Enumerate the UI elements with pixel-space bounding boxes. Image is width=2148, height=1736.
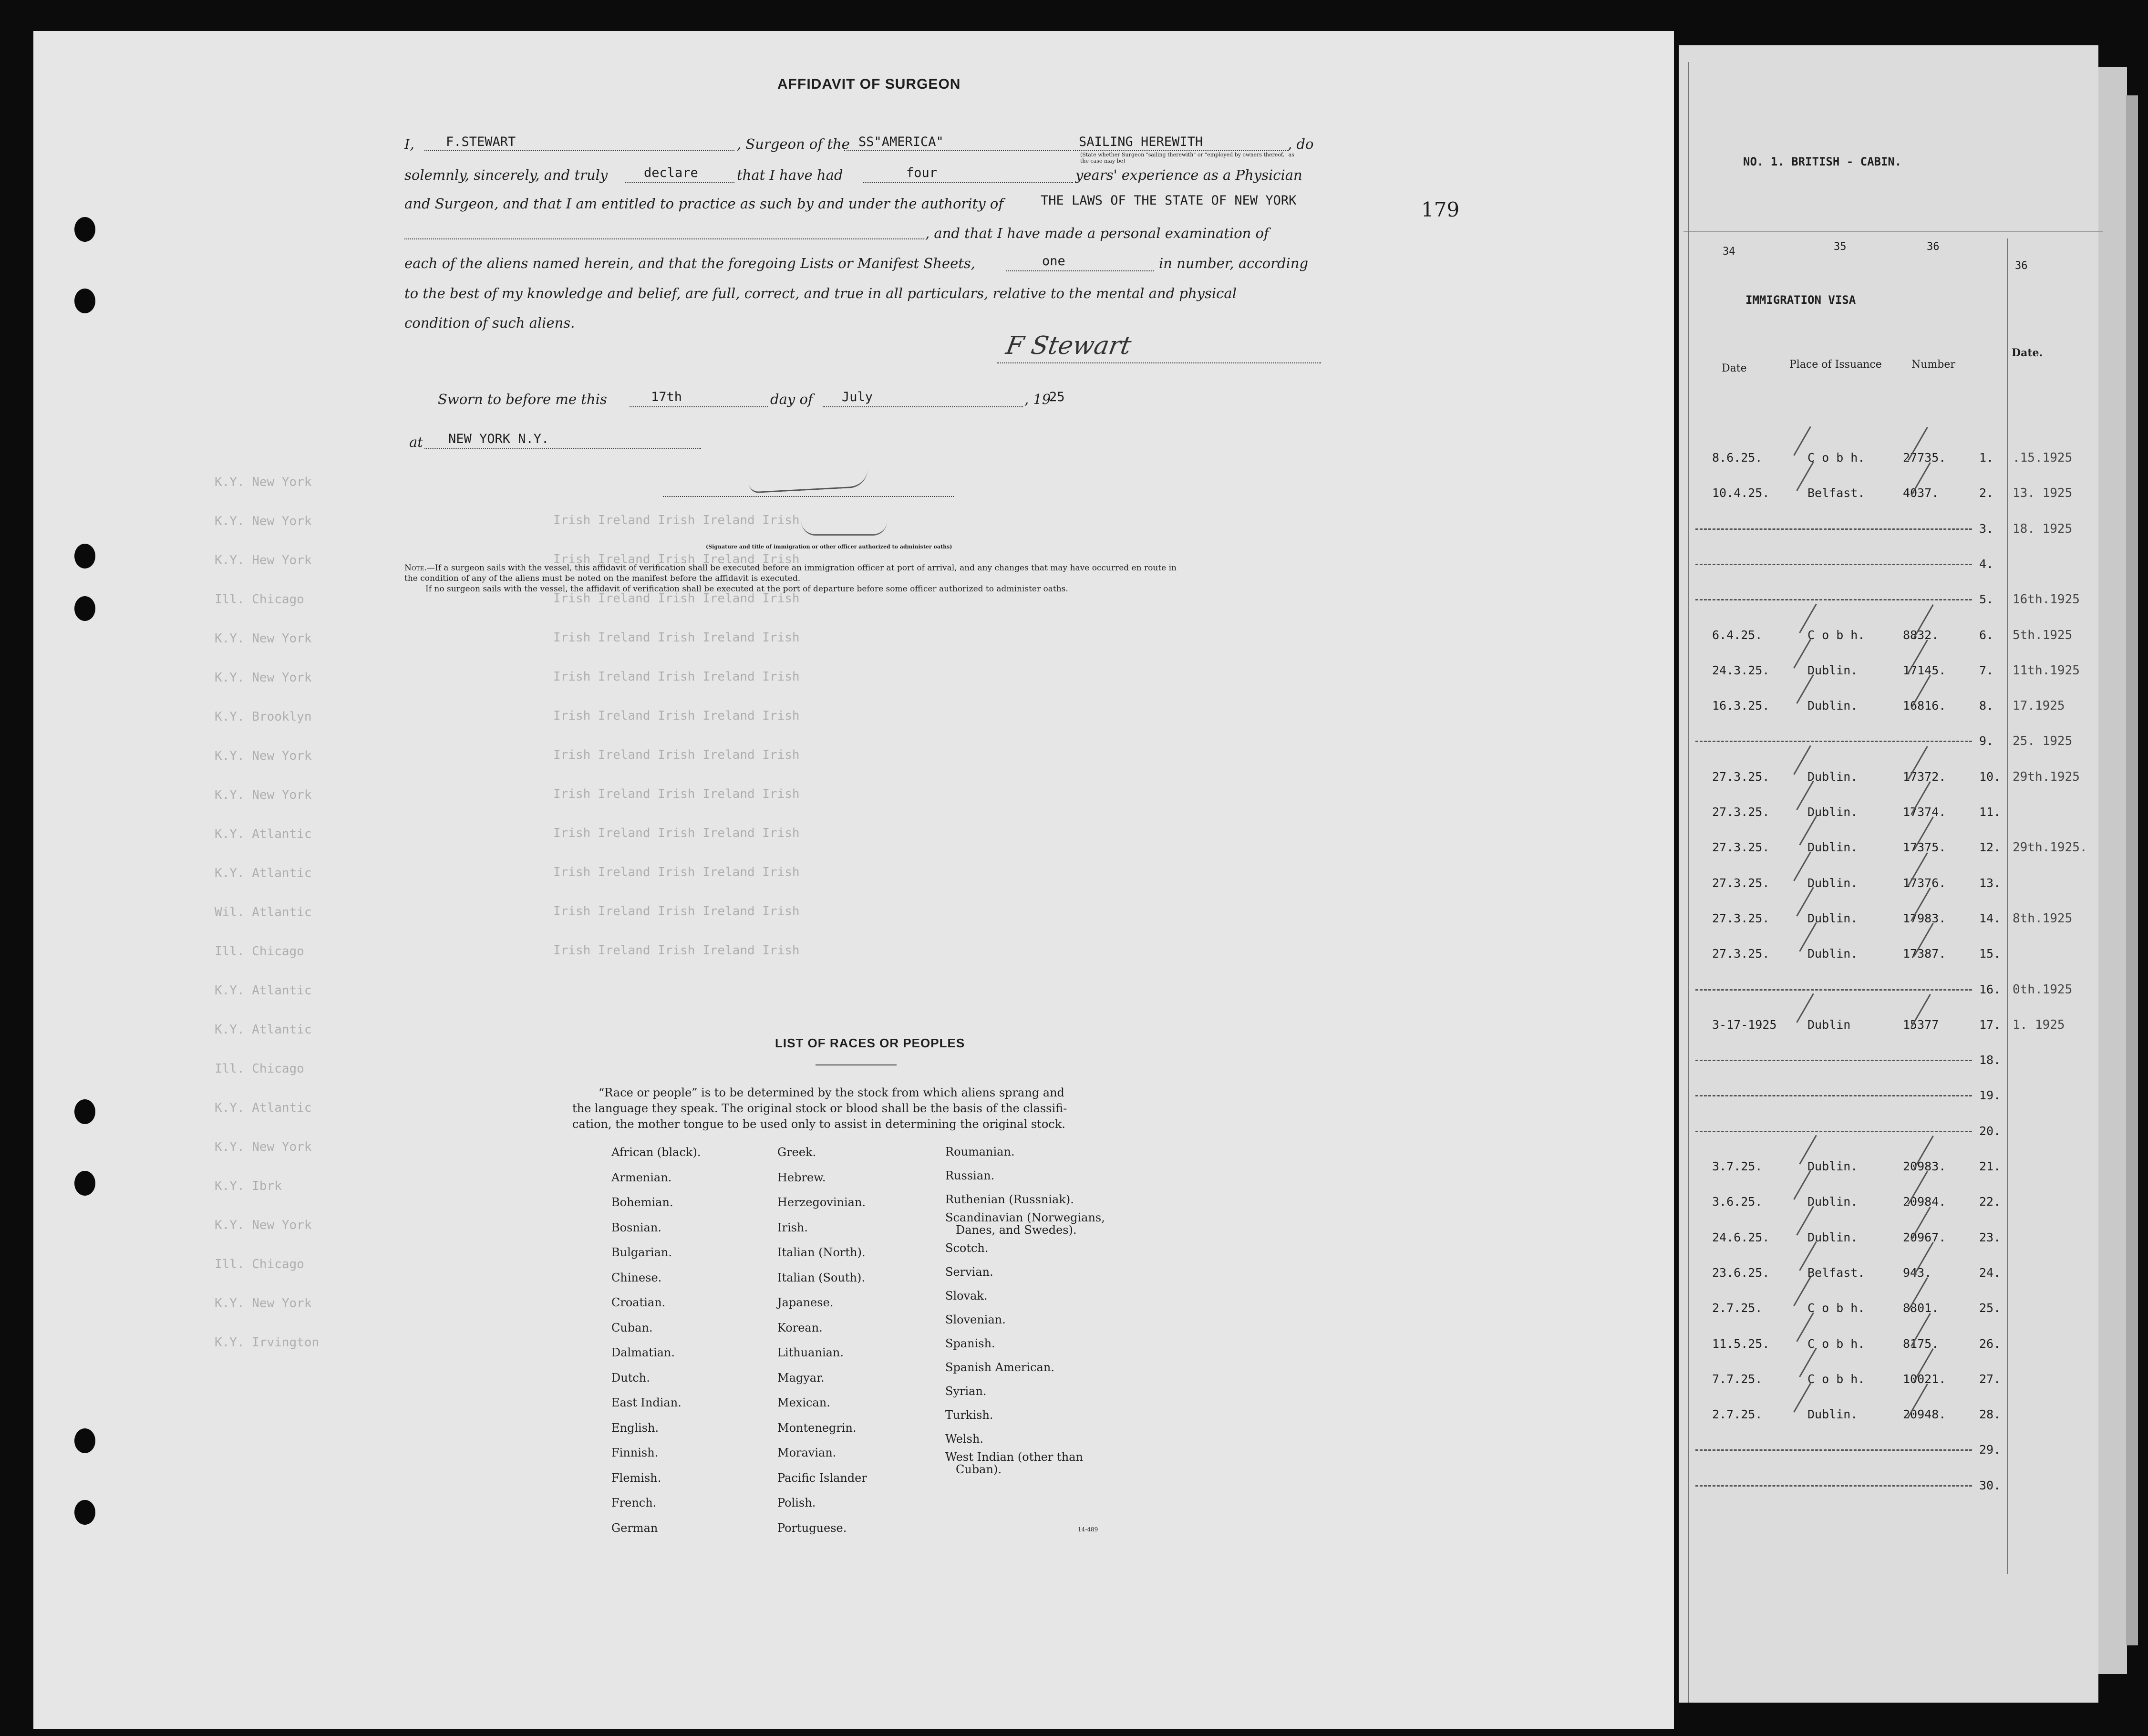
table-row	[1686, 1230, 2096, 1250]
bleed-through-text: K.Y. New York K.Y. New York K.Y. Hew York Ill. Chicago K.Y. New York K.Y. New York K.Y. Brooklyn K.Y. New York K.Y. New York K.Y. Atlantic K.Y. Atlantic Wil. Atlantic Ill. Chicago K.Y. Atlantic K.Y. Atlantic Ill. Chicago K.Y. Atlantic K.Y. New York K.Y. Ibrk K.Y. New York Ill. Chicago K.Y. New York K.Y. Irvington	[215, 475, 320, 1350]
affidavit-line	[404, 136, 414, 152]
arrival-date: 29th.1925	[2013, 770, 2080, 784]
note-label: Note.	[404, 563, 427, 573]
visa-place: Belfast.	[1807, 1266, 1865, 1280]
punch-hole	[74, 1428, 95, 1453]
row-number: 14.	[1979, 911, 2001, 925]
race-item: Japanese.	[777, 1296, 834, 1309]
visa-date: 27.3.25.	[1712, 770, 1770, 784]
races-intro-line: the language they speak. The original stock or blood shall be the basis of the classifi-	[572, 1102, 1067, 1115]
sworn-text: day of	[770, 391, 813, 407]
fill-line	[625, 182, 734, 183]
visa-number: 17983.	[1903, 911, 1946, 925]
race-item: East Indian.	[611, 1396, 682, 1409]
empty-row-dashes	[1695, 1131, 1972, 1132]
affidavit-text: to the best of my knowledge and belief, are full, correct, and true in all particulars, relative to the mental and physical	[404, 285, 1237, 301]
empty-row-dashes	[1695, 1095, 1972, 1096]
empty-row-dashes	[1695, 528, 1972, 530]
surgeon-status: SAILING HEREWITH	[1079, 134, 1203, 149]
visa-date: 27.3.25.	[1712, 876, 1770, 890]
visa-date: 23.6.25.	[1712, 1266, 1770, 1280]
visa-number: 15377	[1903, 1018, 1939, 1032]
race-item: Armenian.	[611, 1170, 672, 1184]
arrival-date: 17.1925	[2013, 699, 2065, 713]
sworn-text: Sworn to before me this	[438, 391, 607, 407]
empty-row-dashes	[1695, 1449, 1972, 1451]
visa-date: 24.6.25.	[1712, 1230, 1770, 1244]
race-item: English.	[611, 1421, 659, 1435]
visa-place: Dublin.	[1807, 1159, 1858, 1173]
visa-place: C o b h.	[1807, 1372, 1865, 1386]
visa-place: Dublin.	[1807, 770, 1858, 784]
empty-row-dashes	[1695, 1060, 1972, 1061]
sworn-place: NEW YORK N.Y.	[448, 432, 549, 446]
empty-row-dashes	[1695, 1485, 1972, 1487]
column-number: 36	[1927, 241, 1940, 253]
declare-value: declare	[644, 165, 698, 180]
table-row	[1686, 1301, 2096, 1320]
race-item: Dalmatian.	[611, 1346, 675, 1359]
table-row	[1686, 663, 2096, 682]
arrival-date: 1. 1925	[2013, 1018, 2065, 1032]
visa-place: C o b h.	[1807, 628, 1865, 642]
race-item: Croatian.	[611, 1296, 666, 1309]
row-number: 5.	[1979, 592, 1994, 606]
visa-header-date2: Date.	[2012, 347, 2043, 359]
row-number: 25.	[1979, 1301, 2001, 1315]
race-item: Bohemian.	[611, 1196, 673, 1209]
race-item: Korean.	[777, 1321, 823, 1334]
affidavit-text: , and that I have made a personal examination of	[925, 225, 1269, 241]
visa-date: 27.3.25.	[1712, 805, 1770, 819]
visa-number: 27735.	[1903, 451, 1946, 465]
race-item: Welsh.	[945, 1432, 983, 1446]
sworn-text: , 19	[1024, 391, 1051, 407]
at-label: at	[409, 434, 423, 450]
arrival-date: 5th.1925	[2013, 628, 2073, 642]
visa-number: 943.	[1903, 1266, 1932, 1280]
punch-hole	[74, 544, 95, 568]
table-row	[1686, 876, 2096, 895]
table-row	[1686, 1407, 2096, 1426]
row-number: 16.	[1979, 982, 2001, 996]
race-item: Ruthenian (Russniak).	[945, 1193, 1074, 1206]
affidavit-text: and Surgeon, and that I am entitled to practice as such by and under the authority of	[404, 196, 1004, 212]
race-item: Dutch.	[611, 1371, 650, 1385]
table-row	[1686, 557, 2096, 576]
ship-name: SS"AMERICA"	[858, 134, 944, 149]
visa-date: 3-17-1925	[1712, 1018, 1777, 1032]
visa-place: Dublin.	[1807, 699, 1858, 713]
race-item: Magyar.	[777, 1371, 825, 1385]
affidavit-text: in number, according	[1159, 255, 1309, 271]
years-value: four	[906, 165, 938, 180]
race-item: Greek.	[777, 1146, 816, 1159]
row-number: 8.	[1979, 699, 1994, 713]
table-row	[1686, 947, 2096, 966]
race-item: Polish.	[777, 1496, 816, 1509]
race-item: French.	[611, 1496, 657, 1509]
table-row	[1686, 770, 2096, 789]
affidavit-text: that I have had	[737, 167, 843, 183]
races-intro-line: cation, the mother tongue to be used only to assist in determining the original stock.	[572, 1117, 1065, 1131]
empty-row-dashes	[1695, 989, 1972, 991]
visa-title: IMMIGRATION VISA	[1745, 293, 1856, 307]
row-number: 1.	[1979, 451, 1994, 465]
fill-line	[1073, 150, 1288, 151]
race-item: Turkish.	[945, 1408, 993, 1422]
visa-number: 17374.	[1903, 805, 1946, 819]
visa-place: Dublin	[1807, 1018, 1851, 1032]
affidavit-text: each of the aliens named herein, and that the foregoing Lists or Manifest Sheets,	[404, 255, 976, 271]
sworn-year: 25	[1049, 390, 1065, 404]
row-number: 12.	[1979, 840, 2001, 854]
sworn-month: July	[842, 390, 873, 404]
race-item: Syrian.	[945, 1385, 987, 1398]
row-number: 22.	[1979, 1195, 2001, 1209]
race-item: Slovenian.	[945, 1313, 1006, 1326]
race-item: Mexican.	[777, 1396, 830, 1409]
visa-place: C o b h.	[1807, 1301, 1865, 1315]
column-number: 35	[1834, 241, 1847, 253]
table-row	[1686, 1372, 2096, 1391]
affidavit-text: years' experience as a Physician	[1075, 167, 1302, 183]
punch-hole	[74, 289, 95, 313]
arrival-date: 25. 1925	[2013, 734, 2073, 748]
races-title-underline	[816, 1064, 897, 1065]
table-row	[1686, 1053, 2096, 1072]
row-number: 19.	[1979, 1088, 2001, 1102]
arrival-date: 11th.1925	[2013, 663, 2080, 678]
officer-title-scrawl	[801, 515, 887, 536]
table-row	[1686, 486, 2096, 505]
affidavit-text: , Surgeon of the	[737, 136, 850, 152]
row-number: 9.	[1979, 734, 1994, 748]
row-number: 26.	[1979, 1337, 2001, 1351]
visa-number: 16816.	[1903, 699, 1946, 713]
visa-place: Dublin.	[1807, 840, 1858, 854]
note-line-2: the condition of any of the aliens must be noted on the manifest before the affidavit is executed.	[404, 574, 801, 583]
visa-number: 8801.	[1903, 1301, 1939, 1315]
table-row	[1686, 1195, 2096, 1214]
race-item: Herzegovinian.	[777, 1196, 866, 1209]
table-row	[1686, 1124, 2096, 1143]
race-item: Moravian.	[777, 1446, 836, 1459]
visa-date: 24.3.25.	[1712, 663, 1770, 677]
empty-row-dashes	[1695, 741, 1972, 742]
visa-place: C o b h.	[1807, 1337, 1865, 1351]
visa-date: 27.3.25.	[1712, 840, 1770, 854]
column-number: 34	[1723, 246, 1735, 258]
visa-number: 20948.	[1903, 1407, 1946, 1421]
race-item: African (black).	[611, 1146, 701, 1159]
affidavit-text: condition of such aliens.	[404, 315, 575, 331]
punch-hole	[74, 217, 95, 242]
visa-number: 8175.	[1903, 1337, 1939, 1351]
note-block	[404, 563, 1177, 594]
column-number: 36	[2015, 260, 2028, 272]
visa-date: 8.6.25.	[1712, 451, 1763, 465]
row-number: 10.	[1979, 770, 2001, 784]
race-item: Chinese.	[611, 1271, 662, 1284]
races-column-2	[777, 1140, 867, 1540]
visa-number: 17145.	[1903, 663, 1946, 677]
race-item: West Indian (other than	[945, 1450, 1083, 1464]
arrival-date: .15.1925	[2013, 451, 2073, 465]
affidavit-title: AFFIDAVIT OF SURGEON	[777, 76, 961, 92]
table-row	[1686, 1159, 2096, 1178]
race-item: Danes, and Swedes).	[956, 1223, 1077, 1237]
visa-header-date: Date	[1722, 362, 1747, 374]
table-row	[1686, 628, 2096, 647]
state-note: (State whether Surgeon "sailing therewith" or "employed by owners thereof," as the case may be)	[1080, 152, 1294, 164]
table-row	[1686, 911, 2096, 930]
signature-line	[997, 362, 1321, 363]
arrival-date: 16th.1925	[2013, 592, 2080, 607]
visa-header-place: Place of Issuance	[1789, 359, 1882, 371]
fill-line	[823, 406, 1023, 407]
arrival-date: 8th.1925	[2013, 911, 2073, 926]
visa-date: 3.7.25.	[1712, 1159, 1763, 1173]
race-item: Spanish American.	[945, 1361, 1054, 1374]
visa-place: Dublin.	[1807, 805, 1858, 819]
fill-line	[844, 150, 1071, 151]
race-item: Lithuanian.	[777, 1346, 844, 1359]
row-number: 3.	[1979, 522, 1994, 536]
race-item: German	[611, 1521, 658, 1535]
class-heading: NO. 1. BRITISH - CABIN.	[1743, 155, 1902, 168]
race-item: Montenegrin.	[777, 1421, 857, 1435]
visa-date: 27.3.25.	[1712, 947, 1770, 961]
table-row	[1686, 451, 2096, 470]
form-number: 14-489	[1078, 1526, 1098, 1533]
fill-line	[1006, 270, 1154, 271]
visa-date: 6.4.25.	[1712, 628, 1763, 642]
row-number: 23.	[1979, 1230, 2001, 1244]
sheet-count: one	[1042, 254, 1065, 269]
table-row	[1686, 1337, 2096, 1356]
visa-place: Belfast.	[1807, 486, 1865, 500]
race-item: Slovak.	[945, 1289, 988, 1302]
races-intro-line: “Race or people” is to be determined by the stock from which aliens sprang and	[599, 1086, 1064, 1099]
visa-place: Dublin.	[1807, 947, 1858, 961]
visa-date: 11.5.25.	[1712, 1337, 1770, 1351]
table-row	[1686, 840, 2096, 859]
visa-date: 10.4.25.	[1712, 486, 1770, 500]
race-item: Italian (North).	[777, 1246, 866, 1259]
visa-number: 20984.	[1903, 1195, 1946, 1209]
table-row	[1686, 805, 2096, 824]
races-intro	[572, 1085, 1067, 1132]
fill-line	[630, 406, 768, 407]
race-item: Servian.	[945, 1265, 993, 1279]
visa-header-number: Number	[1911, 359, 1955, 371]
affidavit-text: I,	[404, 136, 414, 152]
race-item: Hebrew.	[777, 1170, 826, 1184]
row-number: 4.	[1979, 557, 1994, 571]
affidavit-text: solemnly, sincerely, and truly	[404, 167, 608, 183]
visa-number: 17387.	[1903, 947, 1946, 961]
sworn-day: 17th	[651, 390, 682, 404]
fill-line	[424, 150, 734, 151]
row-number: 15.	[1979, 947, 2001, 961]
visa-number: 10021.	[1903, 1372, 1946, 1386]
table-row	[1686, 982, 2096, 1002]
table-row	[1686, 734, 2096, 753]
visa-place: Dublin.	[1807, 911, 1858, 925]
empty-row-dashes	[1695, 599, 1972, 600]
right-rule	[1683, 231, 2103, 232]
fill-line	[424, 448, 701, 449]
visa-date: 7.7.25.	[1712, 1372, 1763, 1386]
table-row	[1686, 1478, 2096, 1498]
races-title: LIST OF RACES OR PEOPLES	[775, 1036, 965, 1050]
authority-value: THE LAWS OF THE STATE OF NEW YORK	[1041, 193, 1297, 208]
fill-line	[404, 238, 924, 239]
visa-date: 2.7.25.	[1712, 1407, 1763, 1421]
visa-place: Dublin.	[1807, 1407, 1858, 1421]
race-item: Scandinavian (Norwegians,	[945, 1211, 1105, 1224]
visa-place: Dublin.	[1807, 876, 1858, 890]
visa-number: 4037.	[1903, 486, 1939, 500]
race-item: Cuban).	[956, 1463, 1002, 1476]
punch-hole	[74, 596, 95, 621]
row-number: 21.	[1979, 1159, 2001, 1173]
surgeon-signature: F Stewart	[1003, 331, 1134, 360]
race-item: Bulgarian.	[611, 1246, 672, 1259]
visa-place: Dublin.	[1807, 1230, 1858, 1244]
table-row	[1686, 1018, 2096, 1037]
row-number: 20.	[1979, 1124, 2001, 1138]
note-line-3: If no surgeon sails with the vessel, the affidavit of verification shall be executed at the port of departure before some officer authorized to administer oaths.	[425, 584, 1068, 594]
arrival-date: 13. 1925	[2013, 486, 2073, 500]
table-row	[1686, 699, 2096, 718]
table-row	[1686, 1266, 2096, 1285]
visa-place: C o b h.	[1807, 451, 1865, 465]
row-number: 7.	[1979, 663, 1994, 677]
row-number: 18.	[1979, 1053, 2001, 1067]
row-number: 6.	[1979, 628, 1994, 642]
bleed-through-text: Irish Ireland Irish Ireland Irish Irish Ireland Irish Ireland Irish Irish Ireland Irish Ireland Irish Irish Ireland Irish Ireland Irish Irish Ireland Irish Ireland Irish Irish Ireland Irish Ireland Irish Irish Ireland Irish Ireland Irish Irish Ireland Irish Ireland Irish Irish Ireland Irish Ireland Irish Irish Ireland Irish Ireland Irish Irish Ireland Irish Ireland Irish Irish Ireland Irish Ireland Irish	[553, 513, 800, 958]
visa-place: Dublin.	[1807, 1195, 1858, 1209]
visa-number: 17376.	[1903, 876, 1946, 890]
note-line-1: —If a surgeon sails with the vessel, this affidavit of verification shall be executed before an immigration officer at port of arrival, and any changes that may have occurred en route in	[426, 563, 1177, 573]
race-item: Cuban.	[611, 1321, 653, 1334]
row-number: 27.	[1979, 1372, 2001, 1386]
race-item: Bosnian.	[611, 1220, 661, 1234]
visa-number: 20983.	[1903, 1159, 1946, 1173]
row-number: 30.	[1979, 1478, 2001, 1492]
arrival-date: 29th.1925.	[2013, 840, 2087, 855]
arrival-date: 0th.1925	[2013, 982, 2073, 997]
visa-number: 20967.	[1903, 1230, 1946, 1244]
visa-number: 8832.	[1903, 628, 1939, 642]
race-item: Scotch.	[945, 1241, 989, 1255]
visa-place: Dublin.	[1807, 663, 1858, 677]
race-item: Russian.	[945, 1169, 995, 1182]
visa-date: 16.3.25.	[1712, 699, 1770, 713]
race-item: Italian (South).	[777, 1271, 865, 1284]
race-item: Irish.	[777, 1220, 808, 1234]
race-item: Pacific Islander	[777, 1471, 867, 1485]
page-number: 179	[1421, 198, 1460, 221]
page-edge-shadow	[2126, 95, 2138, 1645]
row-number: 29.	[1979, 1443, 2001, 1457]
visa-number: 17375.	[1903, 840, 1946, 854]
empty-row-dashes	[1695, 564, 1972, 565]
visa-date: 2.7.25.	[1712, 1301, 1763, 1315]
race-item: Roumanian.	[945, 1145, 1015, 1158]
table-row	[1686, 1088, 2096, 1107]
visa-date: 27.3.25.	[1712, 911, 1770, 925]
table-row	[1686, 1443, 2096, 1462]
punch-hole	[74, 1171, 95, 1196]
row-number: 28.	[1979, 1407, 2001, 1421]
officer-caption: (Signature and title of immigration or other officer authorized to administer oaths)	[706, 544, 952, 550]
race-item: Spanish.	[945, 1337, 995, 1350]
row-number: 2.	[1979, 486, 1994, 500]
race-item: Finnish.	[611, 1446, 659, 1459]
visa-date: 3.6.25.	[1712, 1195, 1763, 1209]
table-row	[1686, 592, 2096, 611]
race-item: Flemish.	[611, 1471, 661, 1485]
visa-number: 17372.	[1903, 770, 1946, 784]
races-column-3	[945, 1140, 1105, 1476]
surgeon-name: F.STEWART	[446, 134, 516, 149]
page-edge	[2098, 67, 2127, 1674]
officer-signature-line	[663, 496, 954, 497]
row-number: 17.	[1979, 1018, 2001, 1032]
row-number: 24.	[1979, 1266, 2001, 1280]
races-column-1	[611, 1140, 701, 1540]
row-number: 11.	[1979, 805, 2001, 819]
fill-line	[863, 182, 1073, 183]
race-item: Portuguese.	[777, 1521, 847, 1535]
table-row	[1686, 522, 2096, 541]
punch-hole	[74, 1500, 95, 1525]
affidavit-text: , do	[1288, 136, 1314, 152]
punch-hole	[74, 1099, 95, 1124]
row-number: 13.	[1979, 876, 2001, 890]
arrival-date: 18. 1925	[2013, 522, 2073, 536]
